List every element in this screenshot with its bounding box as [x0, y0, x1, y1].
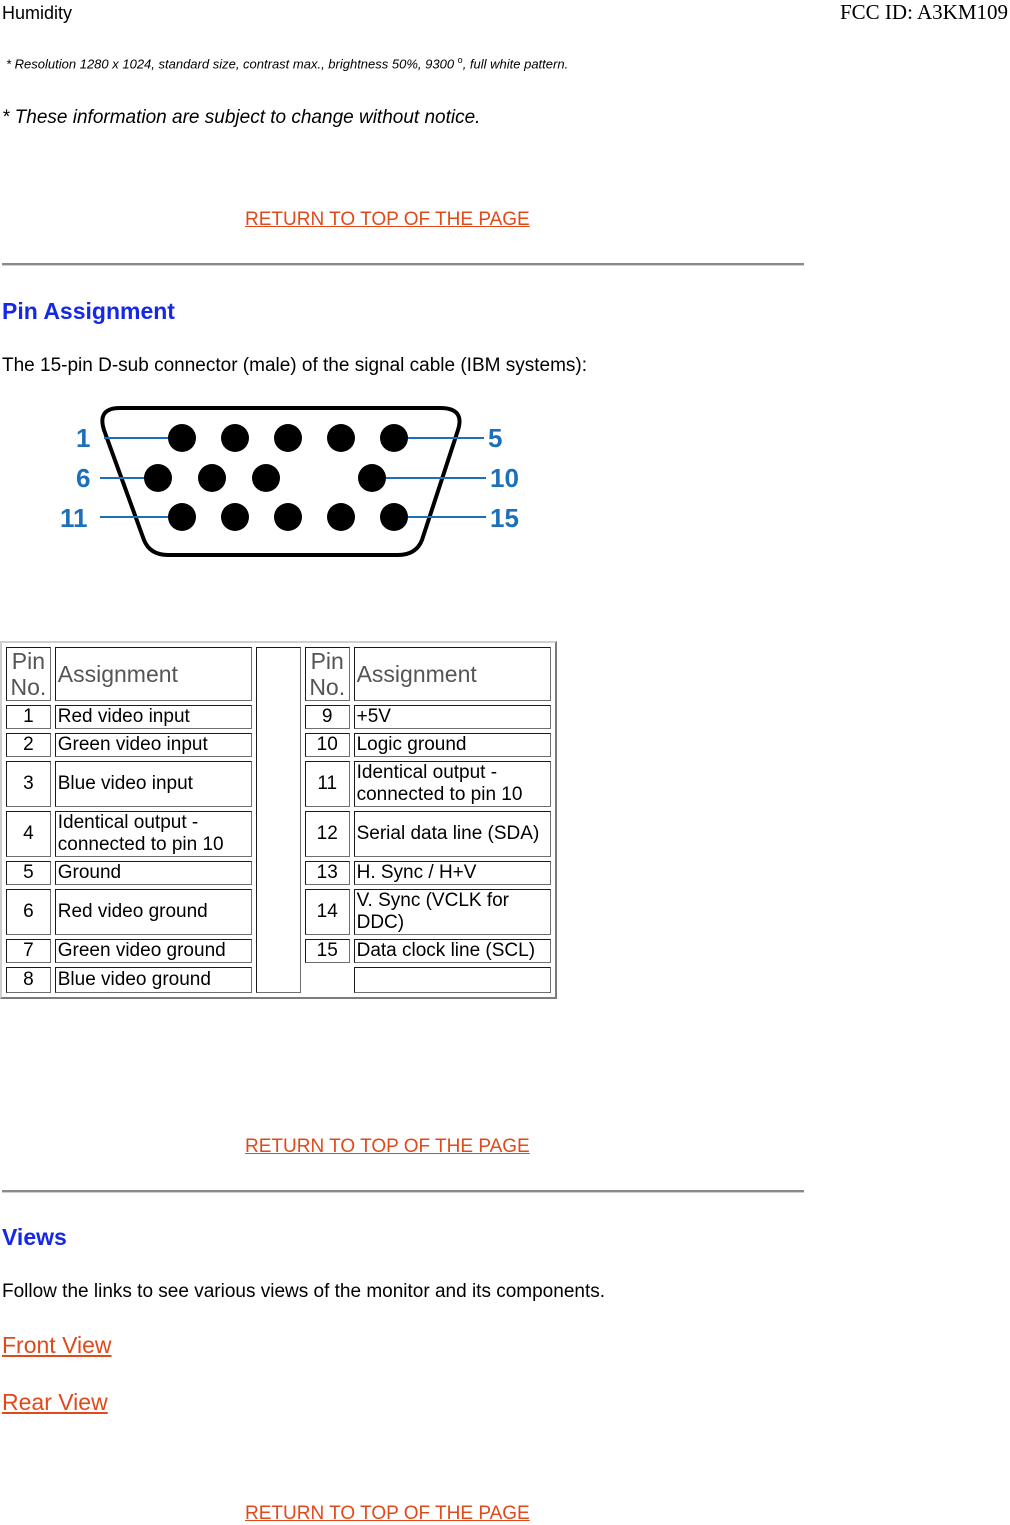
pin-assignment: Logic ground: [354, 733, 551, 757]
pin-number-empty: [305, 967, 350, 993]
pin-assignment-empty: [354, 967, 551, 993]
header-assignment-right: Assignment: [354, 647, 551, 701]
pin-number: 8: [6, 967, 51, 993]
pin-number: 13: [305, 861, 350, 885]
pin-number: 6: [6, 889, 51, 935]
header-assignment-left: Assignment: [55, 647, 252, 701]
pin-number: 11: [305, 761, 350, 807]
return-to-top-link-2[interactable]: RETURN TO TOP OF THE PAGE: [245, 1136, 530, 1157]
pin-assignment: Blue video input: [55, 761, 252, 807]
pin-label-10: 10: [490, 463, 519, 493]
cut-off-text: Humidity: [2, 3, 73, 23]
pin-number: 14: [305, 889, 350, 935]
rear-view-link[interactable]: Rear View: [2, 1389, 108, 1415]
return-to-top-link-1[interactable]: RETURN TO TOP OF THE PAGE: [245, 209, 530, 230]
pin-number: 1: [6, 705, 51, 729]
header-pin-no-right: Pin No.: [305, 647, 350, 701]
pin-number: 10: [305, 733, 350, 757]
pin-assignment: Ground: [55, 861, 252, 885]
pin-assignment: Identical output - connected to pin 10: [55, 811, 252, 857]
pin-assignment: Red video ground: [55, 889, 252, 935]
pin-label-6: 6: [76, 463, 91, 493]
views-description: Follow the links to see various views of the monitor and its components.: [2, 1281, 606, 1302]
pin-number: 5: [6, 861, 51, 885]
table-spacer-column: [256, 647, 301, 993]
degree-symbol: o: [457, 55, 463, 65]
divider-1: [2, 263, 804, 266]
pin-number: 3: [6, 761, 51, 807]
pin-assignment: Identical output - connected to pin 10: [354, 761, 551, 807]
pin-label-15: 15: [490, 503, 519, 533]
pin-label-11: 11: [60, 503, 88, 533]
pin-number: 7: [6, 939, 51, 963]
pin-number: 4: [6, 811, 51, 857]
header-pin-no-left: Pin No.: [6, 647, 51, 701]
pin-assignment: H. Sync / H+V: [354, 861, 551, 885]
views-heading: Views: [2, 1224, 67, 1250]
pin-number: 2: [6, 733, 51, 757]
front-view-link[interactable]: Front View: [2, 1332, 112, 1358]
divider-2: [2, 1190, 804, 1193]
dsub-connector-diagram: [60, 400, 540, 560]
pin-assignment: Blue video ground: [55, 967, 252, 993]
pin-description: The 15-pin D-sub connector (male) of the signal cable (IBM systems):: [2, 355, 588, 376]
pin-number: 15: [305, 939, 350, 963]
pin-assignment-heading: Pin Assignment: [2, 298, 175, 324]
pin-assignment: Serial data line (SDA): [354, 811, 551, 857]
pin-assignment: Green video ground: [55, 939, 252, 963]
fcc-id: FCC ID: A3KM109: [839, 0, 1008, 24]
pin-number: 9: [305, 705, 350, 729]
resolution-note: [6, 55, 568, 71]
pin-label-1: 1: [76, 423, 91, 453]
pin-assignment: V. Sync (VCLK for DDC): [354, 889, 551, 935]
pin-label-5: 5: [488, 423, 503, 453]
pin-assignment: Red video input: [55, 705, 252, 729]
return-to-top-link-3[interactable]: RETURN TO TOP OF THE PAGE: [245, 1503, 530, 1524]
change-notice: * These information are subject to change without notice.: [2, 107, 481, 128]
pin-assignment: Data clock line (SCL): [354, 939, 551, 963]
resolution-suffix: , full white pattern.: [462, 56, 569, 72]
pin-number: 12: [305, 811, 350, 857]
pin-assignment: Green video input: [55, 733, 252, 757]
pin-assignment-table: [0, 641, 557, 999]
resolution-prefix: * Resolution 1280 x 1024, standard size, contrast max., brightness 50%, 9300: [6, 56, 455, 72]
table-header-row: [6, 647, 551, 701]
pin-assignment: +5V: [354, 705, 551, 729]
